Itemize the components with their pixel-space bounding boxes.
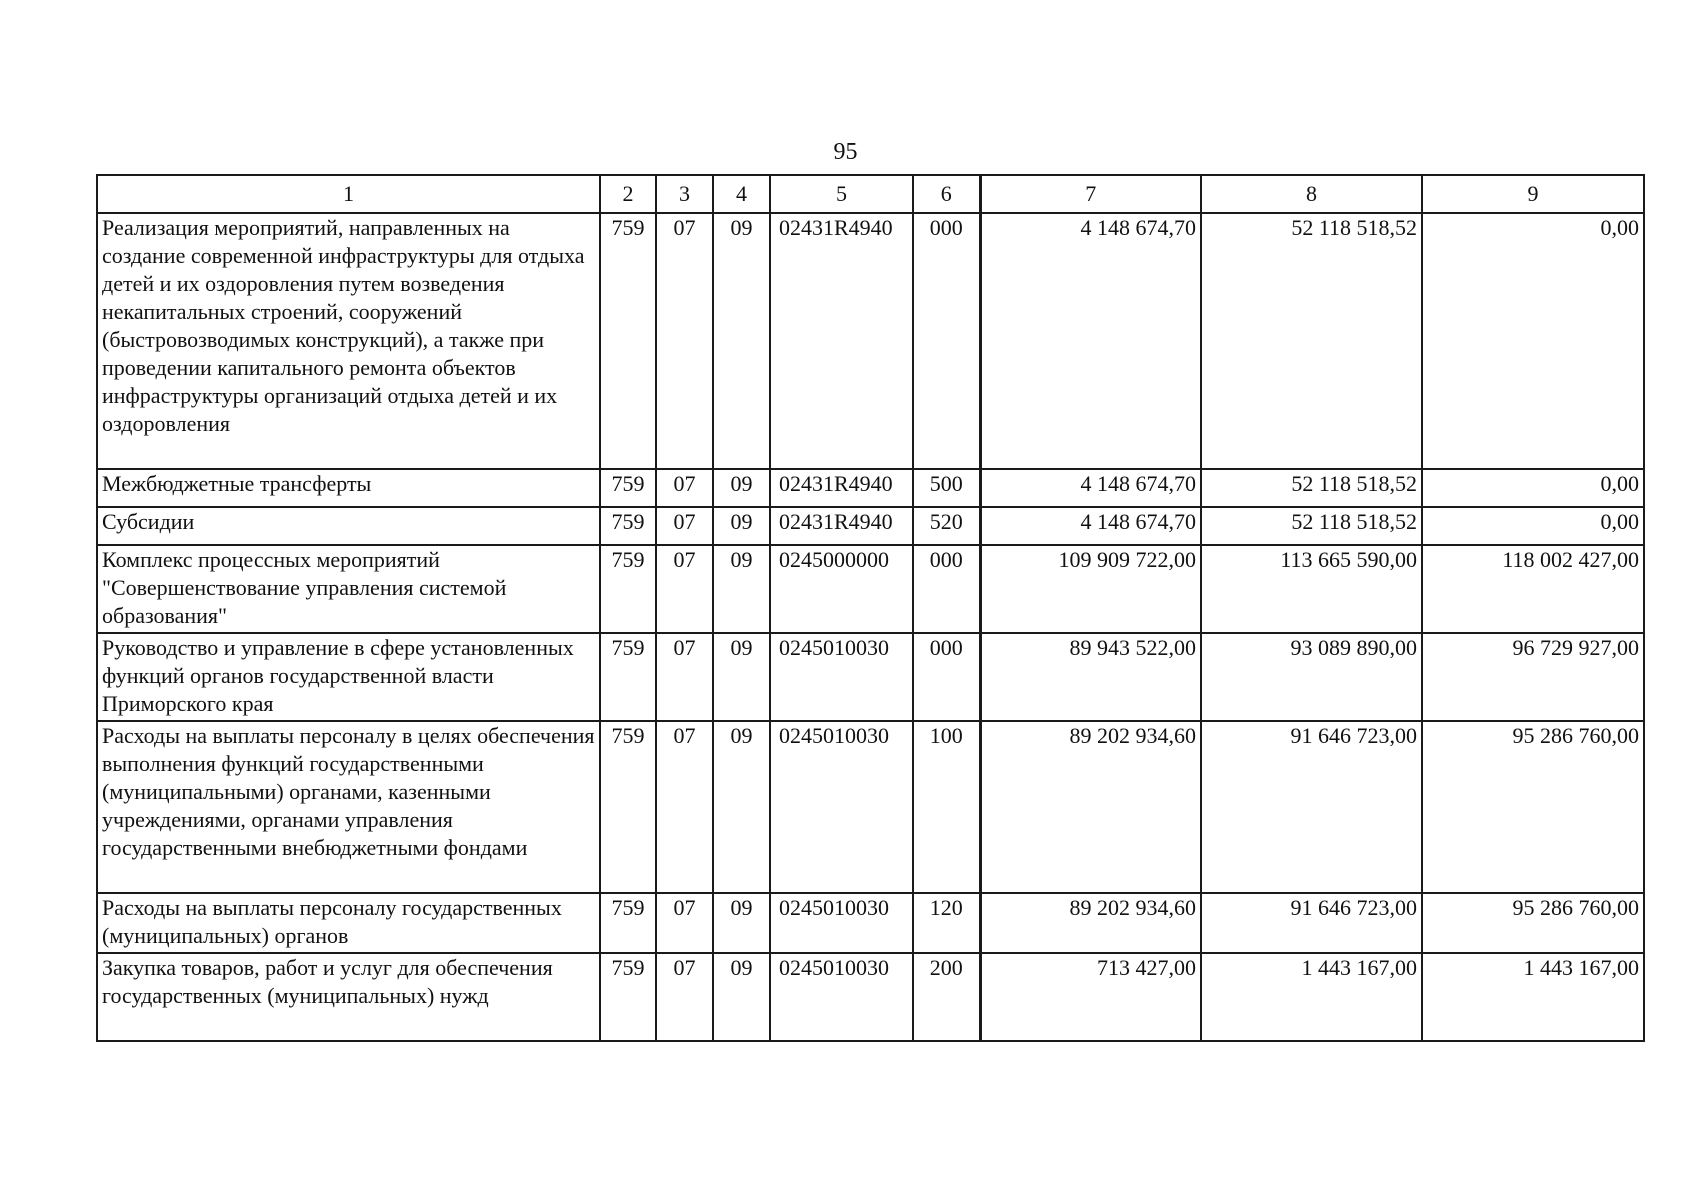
row-amount-7: 4 148 674,70 xyxy=(980,469,1201,507)
row-code-4: 09 xyxy=(713,953,770,1041)
row-code-3: 07 xyxy=(656,633,713,721)
row-code-2: 759 xyxy=(600,469,656,507)
column-header-3: 3 xyxy=(656,175,713,213)
row-amount-7: 89 943 522,00 xyxy=(980,633,1201,721)
row-amount-7: 89 202 934,60 xyxy=(980,721,1201,893)
row-amount-7: 4 148 674,70 xyxy=(980,507,1201,545)
column-header-2: 2 xyxy=(600,175,656,213)
row-name: Реализация мероприятий, направленных на создание современной инфраструктуры для отдыха детей и их оздоровления путем возведения некапитальных строений, сооружений (быстровозводимых конструкций), а также при проведении капитального ремонта объектов инфраструктуры организаций отдыха детей и их оздоровления xyxy=(97,213,600,469)
row-name: Руководство и управление в сфере установленных функций органов государственной власти Приморского края xyxy=(97,633,600,721)
row-amount-9: 0,00 xyxy=(1422,213,1644,469)
row-name: Субсидии xyxy=(97,507,600,545)
table-row xyxy=(97,953,1644,1041)
row-code-6: 000 xyxy=(913,633,980,721)
row-amount-9: 0,00 xyxy=(1422,507,1644,545)
row-code-4: 09 xyxy=(713,545,770,633)
row-name: Закупка товаров, работ и услуг для обеспечения государственных (муниципальных) нужд xyxy=(97,953,600,1041)
header-row xyxy=(97,175,1644,213)
row-code-2: 759 xyxy=(600,213,656,469)
column-header-7: 7 xyxy=(980,175,1201,213)
row-code-3: 07 xyxy=(656,213,713,469)
row-code-5: 02431R4940 xyxy=(770,507,913,545)
row-code-4: 09 xyxy=(713,721,770,893)
row-code-5: 0245010030 xyxy=(770,893,913,953)
row-code-3: 07 xyxy=(656,893,713,953)
table-row xyxy=(97,469,1644,507)
row-code-3: 07 xyxy=(656,721,713,893)
row-amount-9: 95 286 760,00 xyxy=(1422,893,1644,953)
row-name: Комплекс процессных мероприятий "Совершенствование управления системой образования" xyxy=(97,545,600,633)
row-code-6: 500 xyxy=(913,469,980,507)
row-code-5: 0245010030 xyxy=(770,633,913,721)
table-row xyxy=(97,213,1644,469)
row-amount-8: 1 443 167,00 xyxy=(1201,953,1422,1041)
row-code-6: 100 xyxy=(913,721,980,893)
row-code-5: 0245010030 xyxy=(770,953,913,1041)
row-code-6: 120 xyxy=(913,893,980,953)
row-code-4: 09 xyxy=(713,469,770,507)
column-header-1: 1 xyxy=(97,175,600,213)
row-code-3: 07 xyxy=(656,953,713,1041)
row-code-3: 07 xyxy=(656,469,713,507)
row-amount-9: 0,00 xyxy=(1422,469,1644,507)
row-code-4: 09 xyxy=(713,893,770,953)
row-amount-8: 91 646 723,00 xyxy=(1201,721,1422,893)
budget-table xyxy=(96,174,1645,1042)
row-amount-9: 118 002 427,00 xyxy=(1422,545,1644,633)
row-amount-8: 91 646 723,00 xyxy=(1201,893,1422,953)
row-name: Межбюджетные трансферты xyxy=(97,469,600,507)
row-amount-8: 93 089 890,00 xyxy=(1201,633,1422,721)
row-name: Расходы на выплаты персоналу в целях обеспечения выполнения функций государственными (муниципальными) органами, казенными учреждениями, органами управления государственными внебюджетными фондами xyxy=(97,721,600,893)
column-header-5: 5 xyxy=(770,175,913,213)
table-row xyxy=(97,507,1644,545)
row-code-3: 07 xyxy=(656,545,713,633)
table-row xyxy=(97,545,1644,633)
row-code-2: 759 xyxy=(600,953,656,1041)
column-header-8: 8 xyxy=(1201,175,1422,213)
row-code-5: 02431R4940 xyxy=(770,469,913,507)
table-row xyxy=(97,633,1644,721)
row-code-3: 07 xyxy=(656,507,713,545)
row-code-5: 0245010030 xyxy=(770,721,913,893)
row-amount-8: 52 118 518,52 xyxy=(1201,507,1422,545)
table-header xyxy=(97,175,1644,213)
row-code-2: 759 xyxy=(600,507,656,545)
table-body xyxy=(97,213,1644,1041)
page-number: 95 xyxy=(833,139,858,165)
row-amount-7: 109 909 722,00 xyxy=(980,545,1201,633)
row-code-2: 759 xyxy=(600,633,656,721)
row-code-6: 000 xyxy=(913,545,980,633)
row-amount-7: 89 202 934,60 xyxy=(980,893,1201,953)
row-amount-7: 4 148 674,70 xyxy=(980,213,1201,469)
row-amount-8: 52 118 518,52 xyxy=(1201,469,1422,507)
column-header-6: 6 xyxy=(913,175,980,213)
table-row xyxy=(97,721,1644,893)
row-code-4: 09 xyxy=(713,633,770,721)
row-code-2: 759 xyxy=(600,721,656,893)
row-code-5: 02431R4940 xyxy=(770,213,913,469)
row-code-2: 759 xyxy=(600,893,656,953)
row-code-4: 09 xyxy=(713,507,770,545)
row-code-4: 09 xyxy=(713,213,770,469)
column-header-4: 4 xyxy=(713,175,770,213)
row-amount-9: 96 729 927,00 xyxy=(1422,633,1644,721)
row-code-5: 0245000000 xyxy=(770,545,913,633)
row-name: Расходы на выплаты персоналу государственных (муниципальных) органов xyxy=(97,893,600,953)
row-amount-9: 95 286 760,00 xyxy=(1422,721,1644,893)
row-code-6: 520 xyxy=(913,507,980,545)
row-code-2: 759 xyxy=(600,545,656,633)
row-amount-7: 713 427,00 xyxy=(980,953,1201,1041)
table-row xyxy=(97,893,1644,953)
row-amount-8: 113 665 590,00 xyxy=(1201,545,1422,633)
row-amount-9: 1 443 167,00 xyxy=(1422,953,1644,1041)
row-code-6: 200 xyxy=(913,953,980,1041)
row-amount-8: 52 118 518,52 xyxy=(1201,213,1422,469)
column-header-9: 9 xyxy=(1422,175,1644,213)
row-code-6: 000 xyxy=(913,213,980,469)
